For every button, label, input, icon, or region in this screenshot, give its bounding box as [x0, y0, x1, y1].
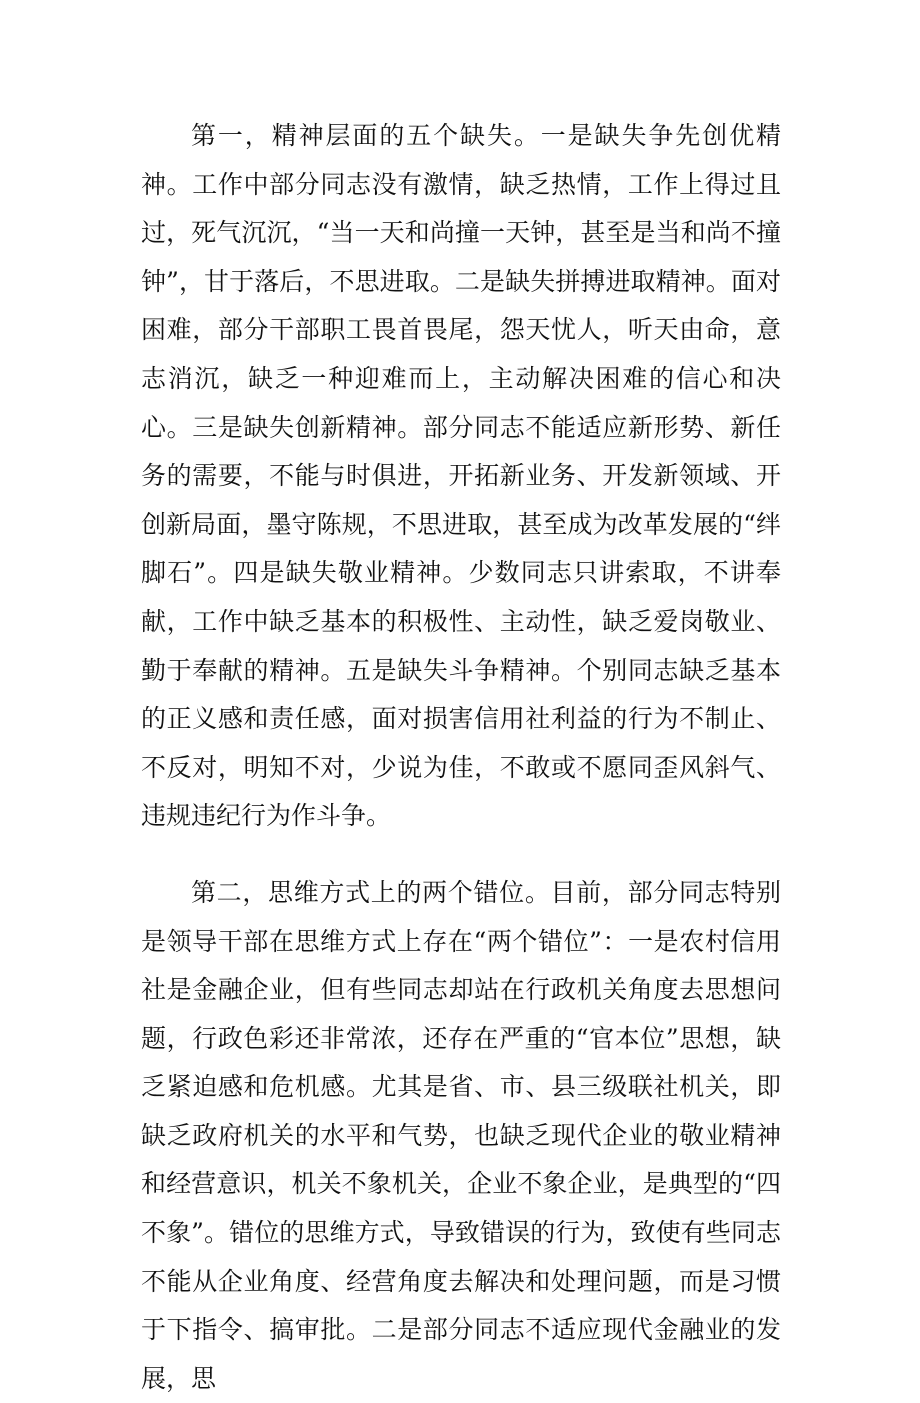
paragraph-2: 第二，思维方式上的两个错位。目前，部分同志特别是领导干部在思维方式上存在“两个错位”：一是农村信用社是金融企业，但有些同志却站在行政机关角度去思想问题，行政色彩还非常浓，还存在严重的“官本位”思想，缺乏紧迫感和危机感。尤其是省、市、县三级联社机关，即缺乏政府机关的水平和气势，也缺乏现代企业的敬业精神和经营意识，机关不象机关，企业不象企业，是典型的“四不象”。错位的思维方式，导致错误的行为，致使有些同志不能从企业角度、经营角度去解决和处理问题，而是习惯于下指令、搞审批。二是部分同志不适应现代金融业的发展，思 — [141, 877, 781, 1393]
document-body — [141, 112, 781, 1403]
paragraph-1: 第一，精神层面的五个缺失。一是缺失争先创优精神。工作中部分同志没有激情，缺乏热情，工作上得过且过，死气沉沉，“当一天和尚撞一天钟，甚至是当和尚不撞钟”，甘于落后，不思进取。二是缺失拼搏进取精神。面对困难，部分干部职工畏首畏尾，怨天忧人，听天由命，意志消沉，缺乏一种迎难而上，主动解决困难的信心和决心。三是缺失创新精神。部分同志不能适应新形势、新任务的需要，不能与时俱进，开拓新业务、开发新领域、开创新局面，墨守陈规，不思进取，甚至成为改革发展的“绊脚石”。四是缺失敬业精神。少数同志只讲索取，不讲奉献，工作中缺乏基本的积极性、主动性，缺乏爱岗敬业、勤于奉献的精神。五是缺失斗争精神。个别同志缺乏基本的正义感和责任感，面对损害信用社利益的行为不制止、不反对，明知不对，少说为佳，不敢或不愿同歪风斜气、违规违纪行为作斗争。 — [141, 121, 781, 831]
